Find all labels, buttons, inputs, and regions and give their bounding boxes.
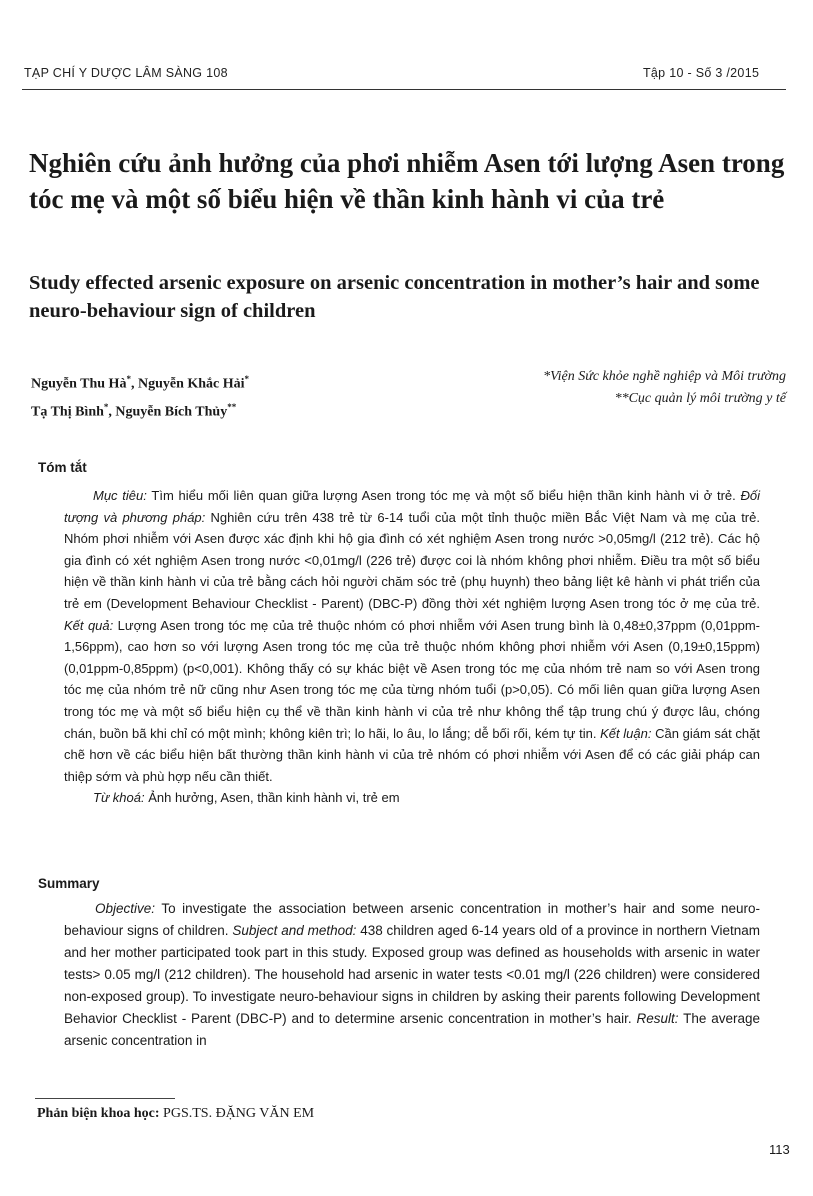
label-result-en: Result: [636, 1011, 679, 1026]
header-rule [22, 89, 786, 90]
page-number: 113 [769, 1142, 790, 1157]
text-result-vi: Lượng Asen trong tóc mẹ của trẻ thuộc nhóm có phơi nhiễm với Asen trung bình là 0,48±0,37ppm (0,01ppm-1,56ppm), cao hơn so với lượng Asen trong tóc mẹ của trẻ thuộc nhóm không phơi nhiễm với Asen (0,19±0,15ppm) (0,01ppm-0,85ppm) (p<0,001). Không thấy có sự khác biệt về Asen trong tóc mẹ của nhóm trẻ nam so với Asen trong tóc mẹ của nhóm trẻ nữ cũng như Asen trong tóc mẹ của từng nhóm tuổi (p>0,05). Có mối liên quan giữa lượng Asen trong tóc mẹ và một số biểu hiện cụ thể về thần kinh hành vi của trẻ như không thể tập trung chú ý được lâu, chóng chán, buồn bã khi chỉ có một mình; không kiên trì; lo hãi, lo âu, lo lắng; dễ bối rối, kém tự tin. [64, 617, 760, 741]
label-objective-vi: Mục tiêu: [93, 488, 147, 503]
author-mark: * [103, 401, 109, 412]
label-conclusion-vi: Kết luận: [600, 725, 652, 741]
text-method-vi: Nghiên cứu trên 438 trẻ từ 6-14 tuổi của một tỉnh thuộc miền Bắc Việt Nam và mẹ của trẻ. Nhóm phơi nhiễm với Asen được xác định khi hộ gia đình có xét nghiệm Asen trong nước >0,05mg/l (212 trẻ). Các hộ gia đình có xét nghiệm Asen trong nước <0,01mg/l (226 trẻ) được coi là nhóm không phơi nhiễm. Điều tra một số biểu hiện về thần kinh hành vi của trẻ bằng cách hỏi người chăm sóc trẻ (phụ huynh) theo bảng liệt kê hành vi phát triển của trẻ em (Development Behaviour Checklist - Parent) (DBC-P) đồng thời xét nghiệm lượng Asen trong tóc ở mẹ của trẻ. [64, 509, 760, 611]
reviewer-note [37, 1106, 314, 1122]
abstract-vi [64, 485, 760, 809]
issue-info: Tập 10 - Số 3 /2015 [643, 66, 760, 80]
label-method-en: Subject and method: [232, 923, 357, 938]
text-conclusion-vi: Cần giám sát chặt chẽ hơn về các biểu hiện bất thường thần kinh hành vi của trẻ nhóm có phơi nhiễm với Asen để có các giải pháp can thiệp sớm và phù hợp nếu cần thiết. [64, 725, 760, 784]
title-english: Study effected arsenic exposure on arsenic concentration in mother’s hair and some neuro-behaviour sign of children [29, 272, 760, 322]
footnote-rule [35, 1098, 175, 1099]
author-list: Nguyễn Thu Hà*, Nguyễn Khắc Hải* Tạ Thị Bình*, Nguyễn Bích Thủy** [31, 374, 250, 420]
text-objective-vi: Tìm hiểu mối liên quan giữa lượng Asen trong tóc mẹ và một số biểu hiện thần kinh hành vi ở trẻ. [146, 488, 741, 503]
abstract-heading-en: Summary [38, 876, 100, 891]
author-mark: * [126, 374, 131, 384]
abstract-heading-vi: Tóm tắt [38, 460, 87, 475]
text-keywords-vi: Ảnh hưởng, Asen, thần kinh hành vi, trẻ em [144, 790, 400, 806]
reviewer-name: PGS.TS. ĐẶNG VĂN EM [159, 1106, 315, 1121]
reviewer-label: Phản biện khoa học: [37, 1106, 160, 1121]
author-name: Nguyễn Khắc Hải [137, 376, 245, 392]
author-name: Tạ Thị Bình [31, 404, 104, 420]
text-objective-en: To investigate the association between arsenic concentration in mother’s hair and some neuro-behaviour signs of children. [64, 901, 760, 938]
affiliation-1: *Viện Sức khỏe nghề nghiệp và Môi trường [543, 369, 786, 384]
abstract-en [64, 898, 760, 1052]
label-result-vi: Kết quả: [64, 617, 114, 633]
label-keywords-vi: Từ khoá: [93, 790, 145, 806]
affiliations [426, 366, 786, 410]
journal-name: TẠP CHÍ Y DƯỢC LÂM SÀNG 108 [24, 66, 228, 80]
label-objective-en: Objective: [95, 901, 156, 916]
author-name: Nguyễn Thu Hà [31, 376, 127, 392]
author-name: Nguyễn Bích Thủy [115, 404, 228, 420]
label-method-vi: Đối tượng và phương pháp: [64, 488, 761, 525]
author-mark: * [244, 374, 250, 384]
title-vietnamese: Nghiên cứu ảnh hưởng của phơi nhiễm Asen tới lượng Asen trong tóc mẹ và một số biểu hiện về thần kinh hành vi của trẻ [29, 148, 785, 214]
text-result-en: The average arsenic concentration in [64, 1011, 760, 1048]
keywords-vi [64, 787, 760, 809]
author-mark: ** [227, 401, 237, 412]
abstract-body [64, 485, 760, 787]
affiliation-2: **Cục quản lý môi trường y tế [614, 391, 786, 406]
text-method-en: 438 children aged 6-14 years old of a province in northern Vietnam and her mother participated took part in this study. Exposed group was defined as households with arsenic in water tests> 0.05 mg/l (212 children). The household had arsenic in water tests <0.01 mg/l (226 children) were considered non-exposed group). To investigate neuro-behaviour signs in children by asking their parents following Development Behavior Checklist - Parent (DBC-P) and to determine arsenic concentration in mother’s hair. [64, 923, 760, 1026]
